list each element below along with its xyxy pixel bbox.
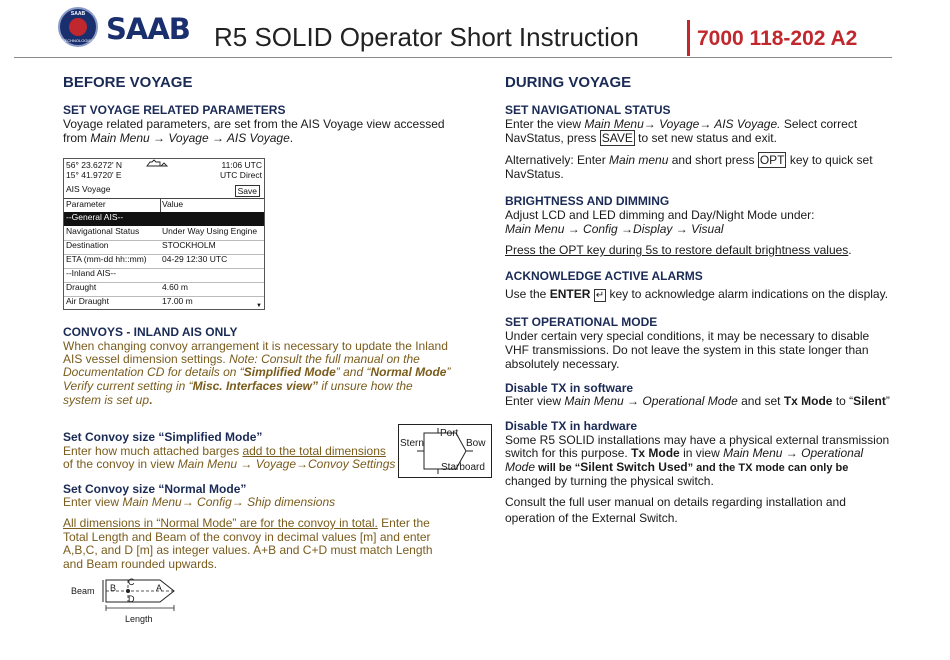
lcd-longitude: 15° 41.9720' E: [66, 170, 122, 180]
emblem-bottom-text: TECHNOLOGIES: [62, 38, 94, 43]
convoys-line4: Verify current setting in “Misc. Interfaces view” if unsure how the: [63, 379, 413, 393]
diagram-port-label: Port: [440, 428, 459, 439]
normal-para-line2: Total Length and Beam of the convoy in decimal values [m] and enter: [63, 530, 431, 544]
griffin-icon: [69, 18, 87, 36]
lcd-col-parameter: Parameter: [66, 199, 106, 209]
document-number: 7000 118-202 A2: [697, 27, 858, 50]
simplified-line1: Enter how much attached barges add to the total dimensions: [63, 444, 386, 458]
tx-soft-line1: Enter view Main Menu → Operational Mode and set Tx Mode to “Silent”: [505, 394, 890, 408]
diagram-bow-label: Bow: [466, 438, 486, 449]
opmode-line1: Under certain very special conditions, it may be necessary to disable: [505, 329, 870, 343]
lcd-row[interactable]: Destination STOCKHOLM: [64, 240, 264, 255]
normal-para-line1: All dimensions in “Normal Mode” are for the convoy in total. Enter the: [63, 516, 430, 530]
opt-key: OPT: [759, 153, 785, 167]
lcd-row[interactable]: Air Draught 17.00 m: [66, 296, 193, 306]
lcd-save-button[interactable]: Save: [235, 185, 260, 197]
brightness-line3: Press the OPT key during 5s to restore default brightness values.: [505, 243, 852, 257]
opmode-line2: VHF transmissions. Do not leave the system in this state longer than: [505, 343, 869, 357]
saab-wordmark: SAAB: [106, 12, 190, 46]
heading-simplified-mode: Set Convoy size “Simplified Mode”: [63, 430, 263, 444]
save-key: SAVE: [601, 131, 633, 145]
brightness-line1: Adjust LCD and LED dimming and Day/Night Mode under:: [505, 208, 815, 222]
tx-hard-line1: Some R5 SOLID installations may have a physical external transmission: [505, 433, 890, 447]
convoys-line5: system is set up.: [63, 393, 153, 407]
convoy-boat-diagram: [398, 424, 492, 478]
saab-emblem-logo: [58, 7, 98, 47]
diagram-beam-label: Beam: [71, 586, 95, 596]
enter-key-icon: ↵: [595, 290, 605, 301]
voyage-text-line1: Voyage related parameters, are set from the AIS Voyage view accessed: [63, 117, 445, 131]
emblem-top-text: SAAB: [70, 11, 86, 17]
heading-operational-mode: SET OPERATIONAL MODE: [505, 315, 658, 329]
diagram-a-label: A: [156, 583, 163, 593]
tx-hard-line3: Mode will be “Silent Switch Used” and the TX mode can only be: [505, 460, 849, 474]
header-divider: [687, 20, 690, 56]
normal-line1: Enter view Main Menu→ Config→ Ship dimensions: [63, 495, 336, 509]
tx-hard-line4: changed by turning the physical switch.: [505, 474, 714, 488]
voyage-text-line2: from Main Menu → Voyage → AIS Voyage.: [63, 131, 294, 145]
nav-alt-line1: Alternatively: Enter Main menu and short press OPT key to quick set: [505, 153, 873, 167]
heading-voyage-params: SET VOYAGE RELATED PARAMETERS: [63, 103, 286, 117]
convoys-line3: Documentation CD for details on “Simplified Mode” and “Normal Mode”: [63, 365, 451, 379]
lcd-time: 11:06 UTC: [221, 160, 262, 170]
normal-para-line4: and Beam rounded upwards.: [63, 557, 218, 571]
header-rule: [14, 57, 892, 58]
scroll-down-icon[interactable]: ▼: [256, 303, 262, 309]
diagram-c-label: C: [128, 577, 135, 587]
lcd-time-source: UTC Direct: [219, 170, 262, 180]
alarms-line1: Use the ENTER ↵ key to acknowledge alarm indications on the display.: [505, 287, 889, 301]
convoys-line1: When changing convoy arrangement it is necessary to update the Inland: [63, 339, 448, 353]
nav-line2: NavStatus, press SAVE to set new status and exit.: [505, 131, 777, 145]
heading-alarms: ACKNOWLEDGE ACTIVE ALARMS: [505, 269, 703, 283]
diagram-length-label: Length: [125, 614, 153, 624]
nav-alt-line2: NavStatus.: [505, 167, 564, 181]
heading-normal-mode: Set Convoy size “Normal Mode”: [63, 482, 247, 496]
lcd-row[interactable]: Draught 4.60 m: [64, 282, 264, 297]
lcd-latitude: 56° 23.6272' N: [66, 160, 123, 170]
lcd-row[interactable]: Navigational Status Under Way Using Engine: [64, 226, 264, 241]
lcd-view-name: AIS Voyage: [66, 184, 111, 194]
brightness-line2: Main Menu → Config →Display → Visual: [505, 222, 724, 236]
ais-voyage-lcd-screen: [63, 158, 265, 310]
section-before-voyage: BEFORE VOYAGE: [63, 74, 193, 91]
heading-nav-status: SET NAVIGATIONAL STATUS: [505, 103, 671, 117]
heading-convoys: CONVOYS - INLAND AIS ONLY: [63, 325, 238, 339]
page-title: R5 SOLID Operator Short Instruction: [214, 22, 639, 52]
normal-para-line3: A,B,C, and D [m] as integer values. A+B and C+D must match Length: [63, 543, 433, 557]
lcd-col-value: Value: [162, 199, 184, 209]
nav-line1: Enter the view Main Menu→ Voyage→ AIS Voyage. Select correct: [505, 117, 858, 131]
convoy-dimension-diagram: [70, 576, 180, 628]
consult-line2: operation of the External Switch.: [505, 511, 678, 525]
lcd-row[interactable]: ETA (mm-dd hh::mm) 04-29 12:30 UTC: [64, 254, 264, 269]
lcd-row[interactable]: --Inland AIS--: [64, 268, 264, 283]
diagram-d-label: D: [128, 594, 135, 604]
diagram-b-label: B: [110, 583, 117, 593]
opmode-line3: absolutely necessary.: [505, 357, 620, 371]
diagram-starboard-label: Starboard: [441, 462, 485, 473]
heading-tx-hardware: Disable TX in hardware: [505, 419, 638, 433]
tx-hard-line2: switch for this purpose. Tx Mode in view Main Menu → Operational: [505, 446, 864, 460]
heading-brightness: BRIGHTNESS AND DIMMING: [505, 194, 670, 208]
simplified-line2: of the convoy in view Main Menu → Voyage→Convoy Settings: [63, 457, 396, 471]
section-during-voyage: DURING VOYAGE: [505, 74, 632, 91]
convoys-line2: AIS vessel dimension settings. Note: Consult the full manual on the: [63, 352, 420, 366]
consult-line1: Consult the full user manual on details regarding installation and: [505, 495, 846, 509]
heading-tx-software: Disable TX in software: [505, 381, 634, 395]
diagram-stern-label: Stern: [400, 438, 424, 449]
lcd-row[interactable]: --General AIS--: [64, 212, 264, 226]
